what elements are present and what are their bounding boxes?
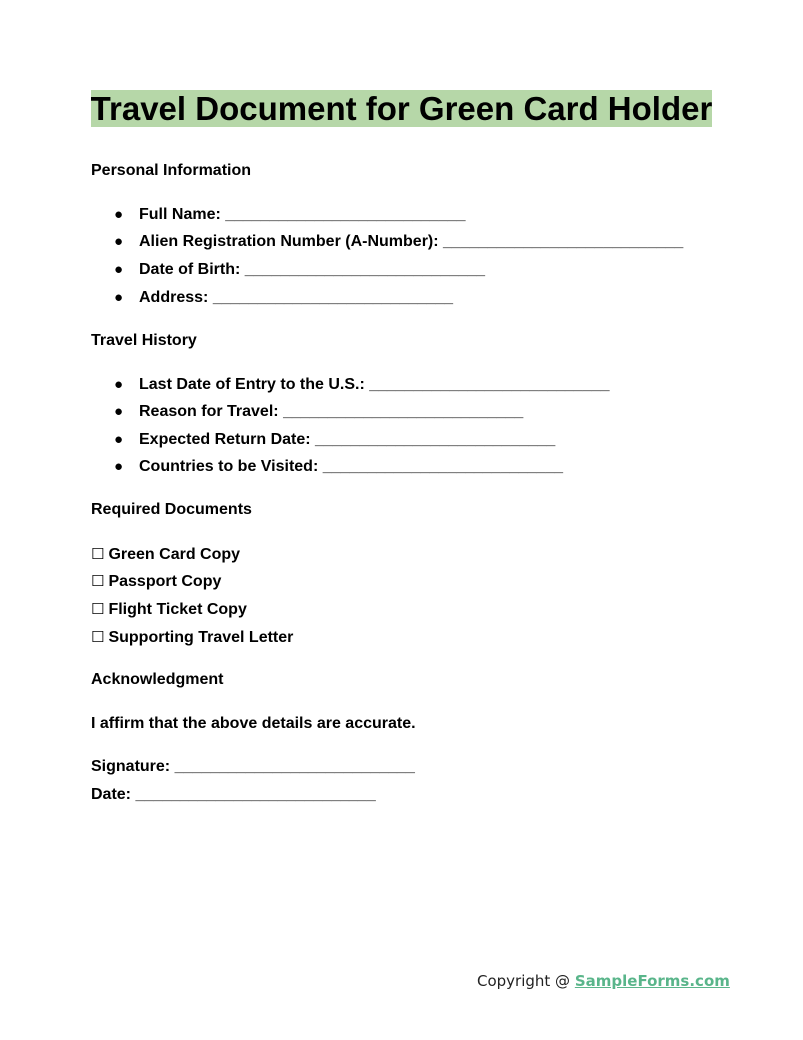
field-label: Countries to be Visited: bbox=[139, 458, 319, 475]
field-label: Last Date of Entry to the U.S.: bbox=[139, 376, 365, 393]
checkbox-icon[interactable]: ☐ bbox=[91, 628, 105, 646]
checklist-label: Supporting Travel Letter bbox=[108, 629, 294, 646]
acknowledgment-statement: I affirm that the above details are accurate. bbox=[91, 715, 416, 732]
field-date-of-birth bbox=[114, 260, 485, 280]
date-field bbox=[91, 785, 376, 805]
field-label: Alien Registration Number (A-Number): bbox=[139, 233, 439, 250]
section-heading-personal: Personal Information bbox=[91, 162, 252, 179]
bullet-icon: ● bbox=[114, 233, 124, 250]
date-blank[interactable]: ___________________________ bbox=[135, 786, 376, 803]
field-last-entry bbox=[114, 375, 610, 395]
field-countries bbox=[114, 457, 563, 477]
copyright-footer bbox=[477, 971, 730, 991]
checklist-item-travel-letter[interactable] bbox=[91, 627, 293, 648]
checklist-item-passport[interactable] bbox=[91, 571, 221, 592]
field-blank[interactable]: ___________________________ bbox=[443, 233, 684, 250]
bullet-icon: ● bbox=[114, 261, 124, 278]
field-blank[interactable]: ___________________________ bbox=[244, 261, 486, 278]
section-heading-travel: Travel History bbox=[91, 332, 197, 349]
checklist-label: Green Card Copy bbox=[108, 546, 241, 563]
field-full-name bbox=[114, 205, 466, 225]
title-container bbox=[0, 90, 803, 127]
field-label: Full Name: bbox=[139, 206, 221, 223]
field-label: Expected Return Date: bbox=[139, 431, 311, 448]
checkbox-icon[interactable]: ☐ bbox=[91, 545, 105, 563]
signature-field bbox=[91, 757, 415, 777]
checklist-item-green-card[interactable] bbox=[91, 544, 240, 565]
checkbox-icon[interactable]: ☐ bbox=[91, 572, 105, 590]
checklist-label: Passport Copy bbox=[108, 573, 222, 590]
signature-label: Signature: bbox=[91, 758, 171, 775]
field-return-date bbox=[114, 430, 555, 450]
field-blank[interactable]: ___________________________ bbox=[225, 206, 466, 223]
date-label: Date: bbox=[91, 786, 132, 803]
bullet-icon: ● bbox=[114, 403, 124, 420]
field-address bbox=[114, 288, 453, 308]
bullet-icon: ● bbox=[114, 206, 124, 223]
field-blank[interactable]: ___________________________ bbox=[369, 376, 610, 393]
section-heading-documents: Required Documents bbox=[91, 501, 252, 518]
field-blank[interactable]: ___________________________ bbox=[283, 403, 524, 420]
field-label: Reason for Travel: bbox=[139, 403, 279, 420]
bullet-icon: ● bbox=[114, 458, 124, 475]
page-title: Travel Document for Green Card Holder bbox=[90, 90, 713, 127]
field-a-number bbox=[114, 232, 683, 252]
sampleforms-link[interactable]: SampleForms.com bbox=[574, 972, 730, 990]
checklist-label: Flight Ticket Copy bbox=[108, 601, 247, 618]
section-heading-acknowledgment: Acknowledgment bbox=[91, 671, 224, 688]
bullet-icon: ● bbox=[114, 431, 124, 448]
copyright-prefix: Copyright @ bbox=[477, 972, 575, 990]
checkbox-icon[interactable]: ☐ bbox=[91, 600, 105, 618]
signature-blank[interactable]: ___________________________ bbox=[174, 758, 415, 775]
field-label: Address: bbox=[139, 289, 209, 306]
field-blank[interactable]: ___________________________ bbox=[315, 431, 556, 448]
bullet-icon: ● bbox=[114, 376, 124, 393]
field-blank[interactable]: ___________________________ bbox=[212, 289, 454, 306]
checklist-item-flight-ticket[interactable] bbox=[91, 599, 247, 620]
field-label: Date of Birth: bbox=[139, 261, 241, 278]
field-reason bbox=[114, 402, 523, 422]
bullet-icon: ● bbox=[114, 289, 124, 306]
field-blank[interactable]: ___________________________ bbox=[322, 458, 563, 475]
